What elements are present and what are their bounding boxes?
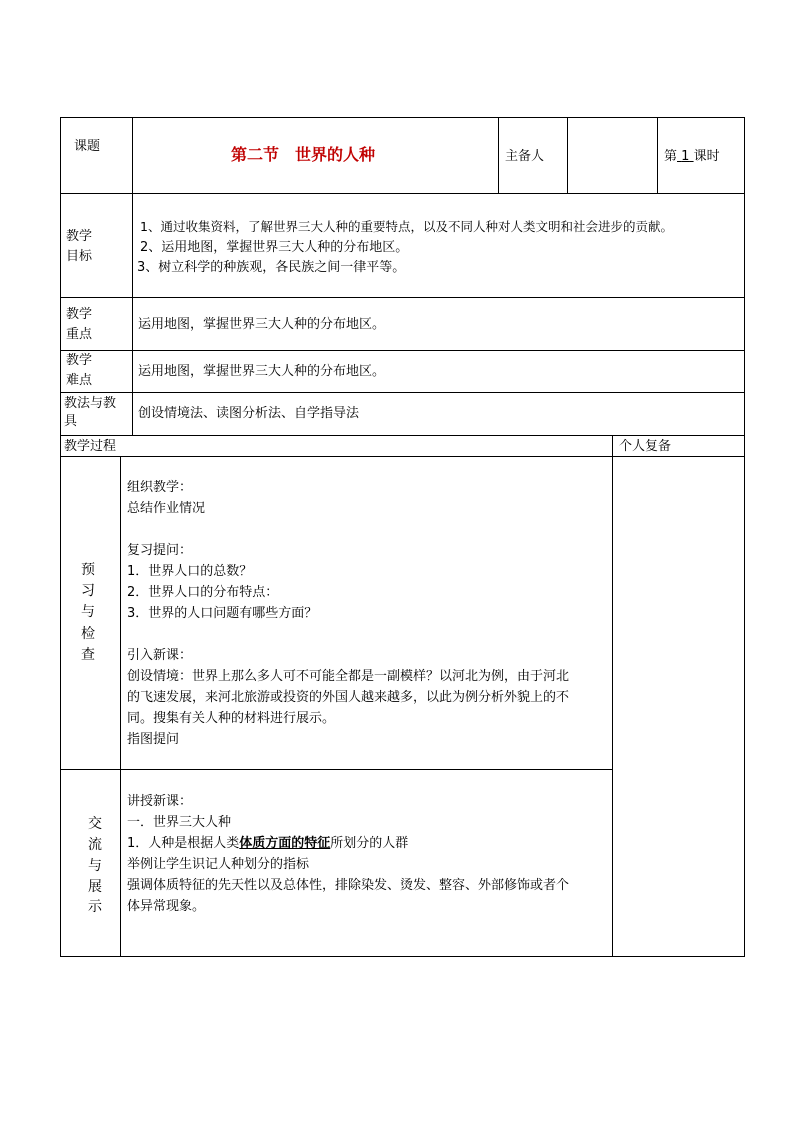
difficulties-label-line1: 教学 [66,353,93,368]
topic-label: 课题 [74,139,101,154]
grid-line [60,456,745,457]
preview-line: 的飞速发展，来河北旅游或投资的外国人越来越多，以此为例分析外貌上的不 [127,690,570,705]
keypoints-label-line2: 重点 [66,327,93,342]
methods-label-line2: 具 [64,414,78,429]
exchange-label-char: 流 [88,837,102,853]
preparer-label: 主备人 [505,149,545,164]
preview-line: 总结作业情况 [127,501,206,516]
preview-line: 2．世界人口的分布特点： [127,585,279,600]
exchange-label-char: 交 [88,816,102,832]
exchange-line: 一．世界三大人种 [127,815,232,830]
lesson-number-value: 1 [681,149,690,164]
process-label: 教学过程 [64,439,117,454]
grid-line [60,769,612,770]
preview-label-char: 预 [81,562,95,578]
keypoints-label-line1: 教学 [66,307,93,322]
grid-line [132,117,133,435]
preview-line: 创设情境：世界上那么多人可不可能全都是一副模样？以河北为例，由于河北 [127,669,570,684]
grid-line [120,456,121,956]
goal-item: 1、通过收集资料，了解世界三大人种的重要特点，以及不同人种对人类文明和社会进步的贡献。 [140,219,673,234]
preview-line: 引入新课： [127,648,193,663]
preview-line: 组织教学： [127,480,193,495]
preview-line: 3．世界的人口问题有哪些方面？ [127,606,318,621]
grid-line [612,435,613,956]
grid-line [60,193,745,194]
preview-label-char: 查 [81,647,95,663]
personal-label: 个人复备 [619,439,672,454]
lesson-suffix: 课时 [693,149,720,164]
methods-label-line1: 教法与教 [64,396,117,411]
exchange-line3-emphasis: 体质方面的特征 [239,836,331,851]
preview-label-char: 与 [81,604,95,620]
page-title: 第二节 世界的人种 [231,145,376,164]
exchange-line3-suffix: 所划分的人群 [330,836,409,851]
exchange-line: 体异常现象。 [127,899,206,914]
difficulties-text: 运用地图，掌握世界三大人种的分布地区。 [138,364,386,379]
preview-label-char: 检 [81,626,95,642]
grid-line [60,350,745,351]
grid-line [567,117,568,193]
exchange-label-char: 与 [88,858,102,874]
preview-line: 复习提问： [127,543,193,558]
grid-line [60,297,745,298]
exchange-line: 举例让学生识记人种划分的指标 [127,857,310,872]
grid-line [498,117,499,193]
preview-line: 同。搜集有关人种的材料进行展示。 [127,711,336,726]
goal-item: 3、树立科学的种族观，各民族之间一律平等。 [137,260,406,275]
exchange-line: 强调体质特征的先天性以及总体性，排除染发、烫发、整容、外部修饰或者个 [127,878,570,893]
exchange-line: 讲授新课： [127,794,193,809]
exchange-label-char: 展 [88,879,102,895]
exchange-label-char: 示 [88,899,102,915]
grid-line [60,435,745,436]
grid-line [657,117,658,193]
lesson-number [677,149,694,164]
grid-line [60,117,745,118]
goals-label-line1: 教学 [66,229,93,244]
grid-line [60,956,745,957]
difficulties-label-line2: 难点 [66,373,93,388]
preview-line: 1．世界人口的总数？ [127,564,253,579]
keypoints-text: 运用地图，掌握世界三大人种的分布地区。 [138,317,386,332]
methods-text: 创设情境法、读图分析法、自学指导法 [138,406,360,421]
grid-line [60,117,61,957]
exchange-line3-prefix: 1．人种是根据人类 [127,836,240,851]
grid-line [60,392,745,393]
lesson-count [664,149,720,165]
preview-label-char: 习 [81,583,95,599]
goals-label-line2: 目标 [66,249,93,264]
exchange-line [127,836,408,852]
preview-line: 指图提问 [127,732,180,747]
lesson-prefix: 第 [664,149,678,164]
goal-item: 2、运用地图，掌握世界三大人种的分布地区。 [140,240,409,255]
grid-line [744,117,745,957]
